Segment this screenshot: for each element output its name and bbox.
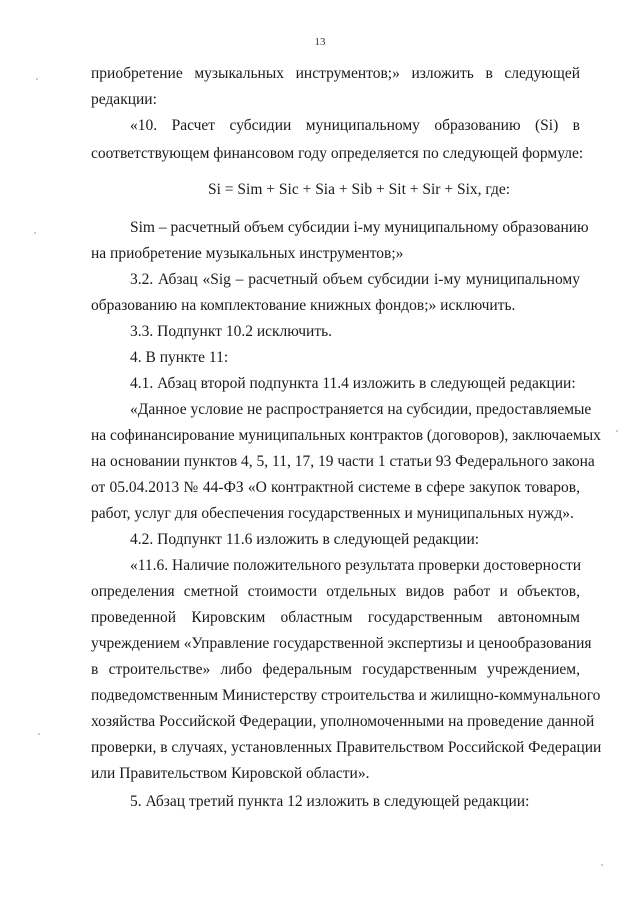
text-line: хозяйства Российской Федерации, уполномоченными на проведение данной (91, 713, 595, 730)
text-line: 5. Абзац третий пункта 12 изложить в следующей редакции: (130, 793, 530, 810)
text-line: работ, услуг для обеспечения государственных и муниципальных нужд». (91, 505, 574, 522)
text-line: 4. В пункте 11: (130, 349, 229, 366)
text-line: подведомственным Министерству строительства и жилищно-коммунального (91, 687, 601, 704)
text-line: от 05.04.2013 № 44-ФЗ «О контрактной системе в сфере закупок товаров, (91, 479, 580, 496)
text-line: образованию на комплектование книжных фондов;» исключить. (91, 297, 516, 314)
formula: Si = Sim + Sic + Sia + Sib + Sit + Sir + Six, где: (208, 181, 511, 198)
text-line: приобретение музыкальных инструментов;» изложить в следующей (91, 65, 580, 82)
text-line: проведенной Кировским областным государственным автономным (91, 609, 580, 626)
text-line: 3.3. Подпункт 10.2 исключить. (130, 323, 333, 340)
text-line: на основании пунктов 4, 5, 11, 17, 19 части 1 статьи 93 Федерального закона (91, 453, 595, 470)
text-line: учреждением «Управление государственной экспертизы и ценообразования (91, 635, 592, 652)
text-line: «10. Расчет субсидии муниципальному образованию (Si) в (130, 117, 580, 134)
text-line: соответствующем финансовом году определяется по следующей формуле: (91, 145, 584, 162)
text-line: редакции: (91, 91, 157, 108)
text-line: определения сметной стоимости отдельных видов работ и объектов, (91, 583, 580, 600)
text-line: проверки, в случаях, установленных Правительством Российской Федерации (91, 739, 602, 756)
text-line: или Правительством Кировской области». (91, 765, 370, 782)
text-line: 4.2. Подпункт 11.6 изложить в следующей редакции: (130, 531, 480, 548)
page-number: 13 (314, 36, 326, 48)
scan-speck (616, 430, 618, 432)
text-line: на софинансирование муниципальных контрактов (договоров), заключаемых (91, 427, 601, 444)
text-line: «Данное условие не распространяется на субсидии, предоставляемые (130, 401, 592, 418)
scan-speck (34, 232, 36, 234)
scan-speck (36, 78, 38, 80)
text-line: «11.6. Наличие положительного результата проверки достоверности (130, 557, 582, 574)
text-line: 3.2. Абзац «Sig – расчетный объем субсидии i-му муниципальному (130, 271, 580, 288)
scan-speck (601, 864, 603, 866)
text-line: Sim – расчетный объем субсидии i-му муниципальному образованию (130, 219, 589, 236)
text-line: 4.1. Абзац второй подпункта 11.4 изложить в следующей редакции: (130, 375, 576, 392)
text-line: в строительстве» либо федеральным государственным учреждением, (91, 661, 580, 678)
scan-speck (38, 733, 40, 735)
text-line: на приобретение музыкальных инструментов;» (91, 245, 404, 262)
